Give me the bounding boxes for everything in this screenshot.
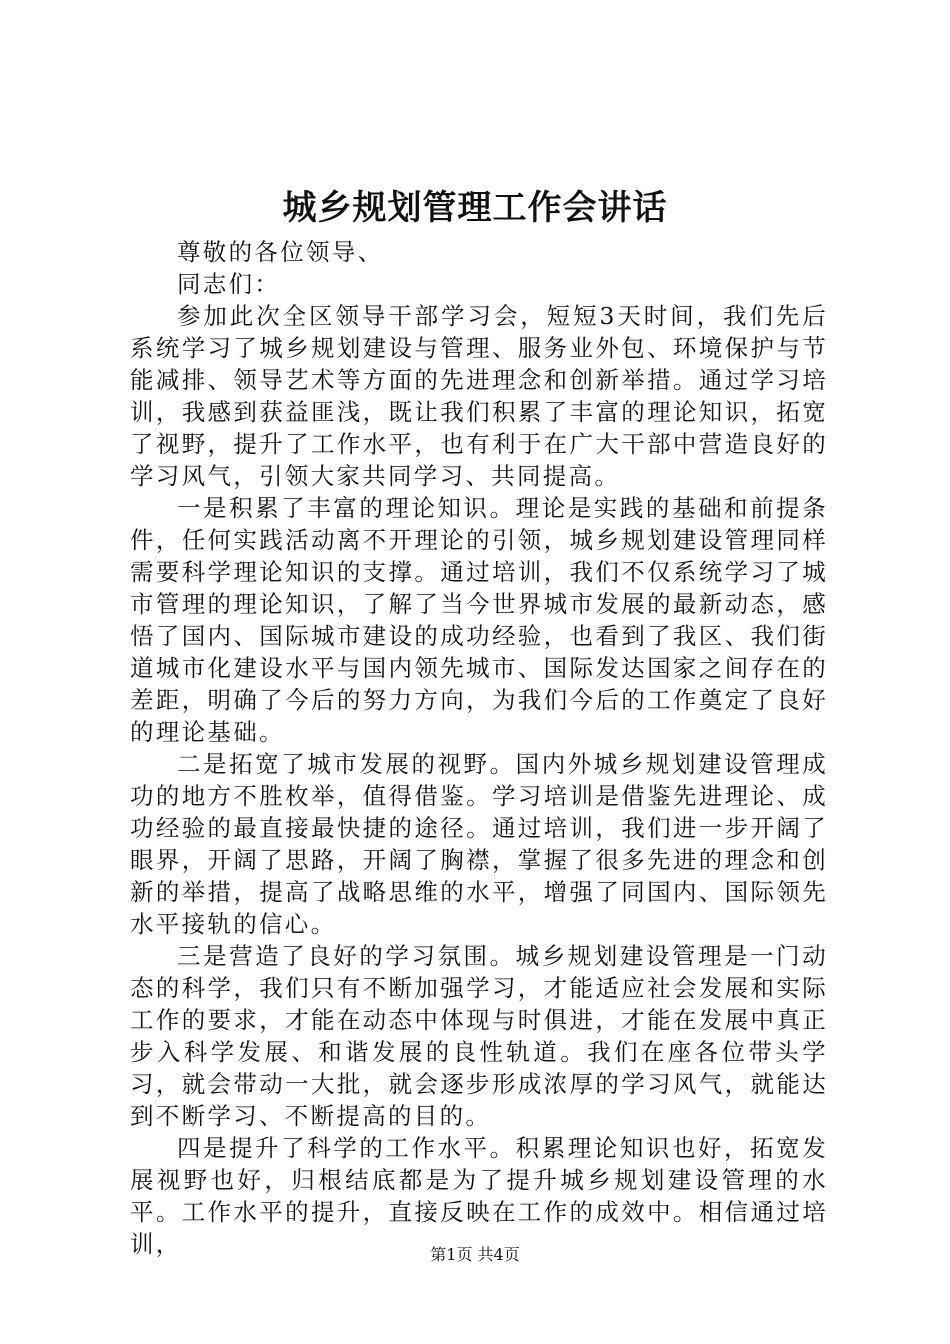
salutation-line-2: 同志们：: [177, 270, 281, 298]
salutation-line-1: 尊敬的各位领导、: [177, 238, 384, 266]
document-body: [130, 236, 828, 1260]
paragraph-point-2: 二是拓宽了城市发展的视野。国内外城乡规划建设管理成功的地方不胜枚举，值得借鉴。学习培训是借鉴先进理论、成功经验的最直接最快捷的途径。通过培训，我们进一步开阔了眼界，开阔了思路，开阔了胸襟，掌握了很多先进的理念和创新的举措，提高了战略思维的水平，增强了同国内、国际领先水平接轨的信心。: [130, 750, 828, 938]
paragraph-point-1: 一是积累了丰富的理论知识。理论是实践的基础和前提条件，任何实践活动离不开理论的引领，城乡规划建设管理同样需要科学理论知识的支撑。通过培训，我们不仅系统学习了城市管理的理论知识，了解了当今世界城市发展的最新动态，感悟了国内、国际城市建设的成功经验，也看到了我区、我们街道城市化建设水平与国内领先城市、国际发达国家之间存在的差距，明确了今后的努力方向，为我们今后的工作奠定了良好的理论基础。: [130, 494, 828, 746]
paragraph-intro: 参加此次全区领导干部学习会，短短3天时间，我们先后系统学习了城乡规划建设与管理、服务业外包、环境保护与节能减排、领导艺术等方面的先进理念和创新举措。通过学习培训，我感到获益匪浅，既让我们积累了丰富的理论知识，拓宽了视野，提升了工作水平，也有利于在广大干部中营造良好的学习风气，引领大家共同学习、共同提高。: [130, 302, 828, 490]
page-number-footer: 第1页 共4页: [430, 1245, 520, 1264]
paragraph-point-4: 四是提升了科学的工作水平。积累理论知识也好，拓宽发展视野也好，归根结底都是为了提升城乡规划建设管理的水平。工作水平的提升，直接反映在工作的成效中。相信通过培训，: [130, 1134, 828, 1258]
document-title: 城乡规划管理工作会讲话: [282, 188, 668, 228]
paragraph-point-3: 三是营造了良好的学习氛围。城乡规划建设管理是一门动态的科学，我们只有不断加强学习，才能适应社会发展和实际工作的要求，才能在动态中体现与时俱进，才能在发展中真正步入科学发展、和谐发展的良性轨道。我们在座各位带头学习，就会带动一大批，就会逐步形成浓厚的学习风气，就能达到不断学习、不断提高的目的。: [130, 942, 828, 1130]
